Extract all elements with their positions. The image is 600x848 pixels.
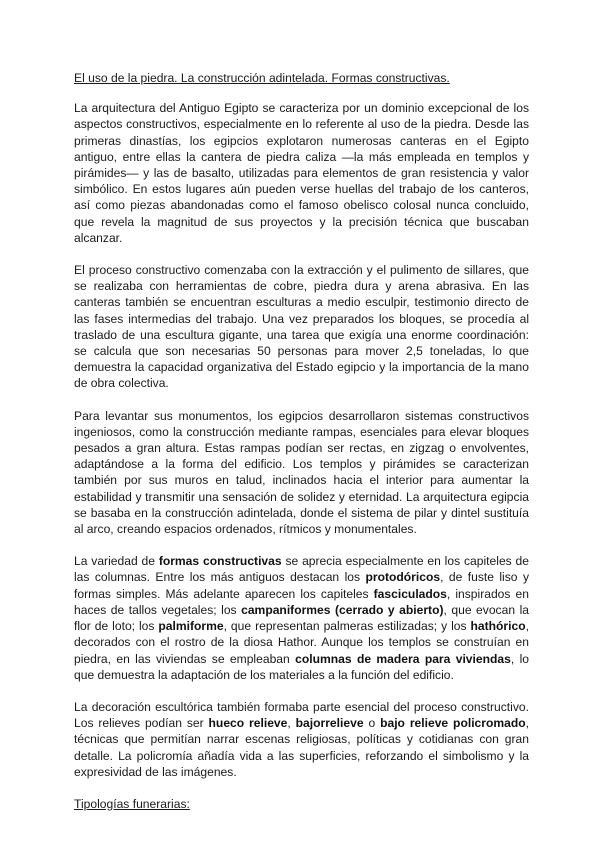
- text-run: , de fuste liso y formas simples. Más adelante aparecen los capiteles: [74, 570, 529, 601]
- bold-term: hathórico: [470, 619, 526, 634]
- text-run: , lo que demuestra la adaptación de los materiales a la función del edificio.: [74, 651, 529, 682]
- subsection-heading: Tipologías funerarias:: [74, 796, 190, 811]
- bold-term: fasciculados: [373, 586, 447, 601]
- paragraph-stone-use: La arquitectura del Antiguo Egipto se caracteriza por un dominio excepcional de los aspectos constructivos, especialmente en lo referente al uso de la piedra. Desde las primeras dinastías, los egipcios explotaron numerosas canteras en el Egipto antiguo, entre ellas la cantera de piedra caliza —la más empleada en templos y pirámides— y las de basalto, utilizadas para elementos de gran resistencia y valor simbólico. En estos lugares aún pueden verse huellas del trabajo de los canteros, así como piezas abandonadas como el famoso obelisco colosal nunca concluido, que revela la magnitud de sus proyectos y la precisión técnica que buscaban alcanzar.: [74, 101, 529, 245]
- text-run: ,: [287, 716, 296, 731]
- document-page: [74, 70, 529, 812]
- paragraph-construction-systems: Para levantar sus monumentos, los egipcios desarrollaron sistemas constructivos ingeniosos, como la construcción mediante rampas, esenciales para elevar bloques pesados a gran altura. Estas rampas podían ser rectas, en zigzag o envolventes, adaptándose a la forma del edificio. Los templos y pirámides se caracterizan también por sus muros en talud, inclinados hacia el interior para aumentar la estabilidad y transmitir una sensación de solidez y eternidad. La arquitectura egipcia se basaba en la construcción adintelada, donde el sistema de pilar y dintel sustituía al arco, creando espacios ordenados, rítmicos y monumentales.: [74, 408, 529, 537]
- text-run: La variedad de: [74, 554, 159, 569]
- text-run: , decorados con el rostro de la diosa Hathor. Aunque los templos se construían en piedra, en las viviendas se empleaban: [74, 619, 529, 666]
- text-run: , técnicas que permitían narrar escenas religiosas, políticas y cotidianas con gran detalle. La policromía añadía vida a las superficies, reforzando el simbolismo y la expresividad de las imágenes.: [74, 716, 529, 779]
- bold-term: protodóricos: [365, 570, 441, 585]
- text-run: , inspirados en haces de tallos vegetales; los: [74, 586, 529, 617]
- bold-term: columnas de madera para viviendas: [295, 651, 511, 666]
- paragraph-sculptural-decoration: [74, 699, 529, 780]
- bold-term: bajorrelieve: [295, 716, 364, 731]
- bold-term: bajo relieve policromado: [380, 716, 526, 731]
- paragraph-construction-process: El proceso constructivo comenzaba con la extracción y el pulimento de sillares, que se realizaba con herramientas de cobre, piedra dura y arena abrasiva. En las canteras también se encuentran esculturas a medio esculpir, testimonio directo de las fases intermedias del trabajo. Una vez preparados los bloques, se procedía al traslado de una escultura gigante, una tarea que exigía una enorme coordinación: se calcula que son necesarias 50 personas para mover 2,5 toneladas, lo que demuestra la capacidad organizativa del Estado egipcio y la importancia de la mano de obra colectiva.: [74, 263, 529, 391]
- bold-term: campaniformes (cerrado y abierto): [241, 602, 444, 617]
- text-run: La decoración escultórica también formaba parte esencial del proceso constructivo. Los relieves podían ser: [74, 699, 529, 731]
- text-run: o: [363, 716, 381, 731]
- bold-term: hueco relieve: [208, 716, 288, 731]
- text-run: , que evocan la flor de loto; los: [74, 602, 529, 634]
- bold-term: palmiforme: [158, 619, 224, 634]
- section-heading: El uso de la piedra. La construcción adintelada. Formas constructivas.: [74, 71, 450, 85]
- bold-term: formas constructivas: [158, 554, 282, 569]
- text-run: , que representan palmeras estilizadas; y los: [223, 619, 471, 634]
- paragraph-constructive-forms: [74, 553, 529, 683]
- text-run: se aprecia especialmente en los capiteles de las columnas. Entre los más antiguos destacan los: [74, 554, 530, 585]
